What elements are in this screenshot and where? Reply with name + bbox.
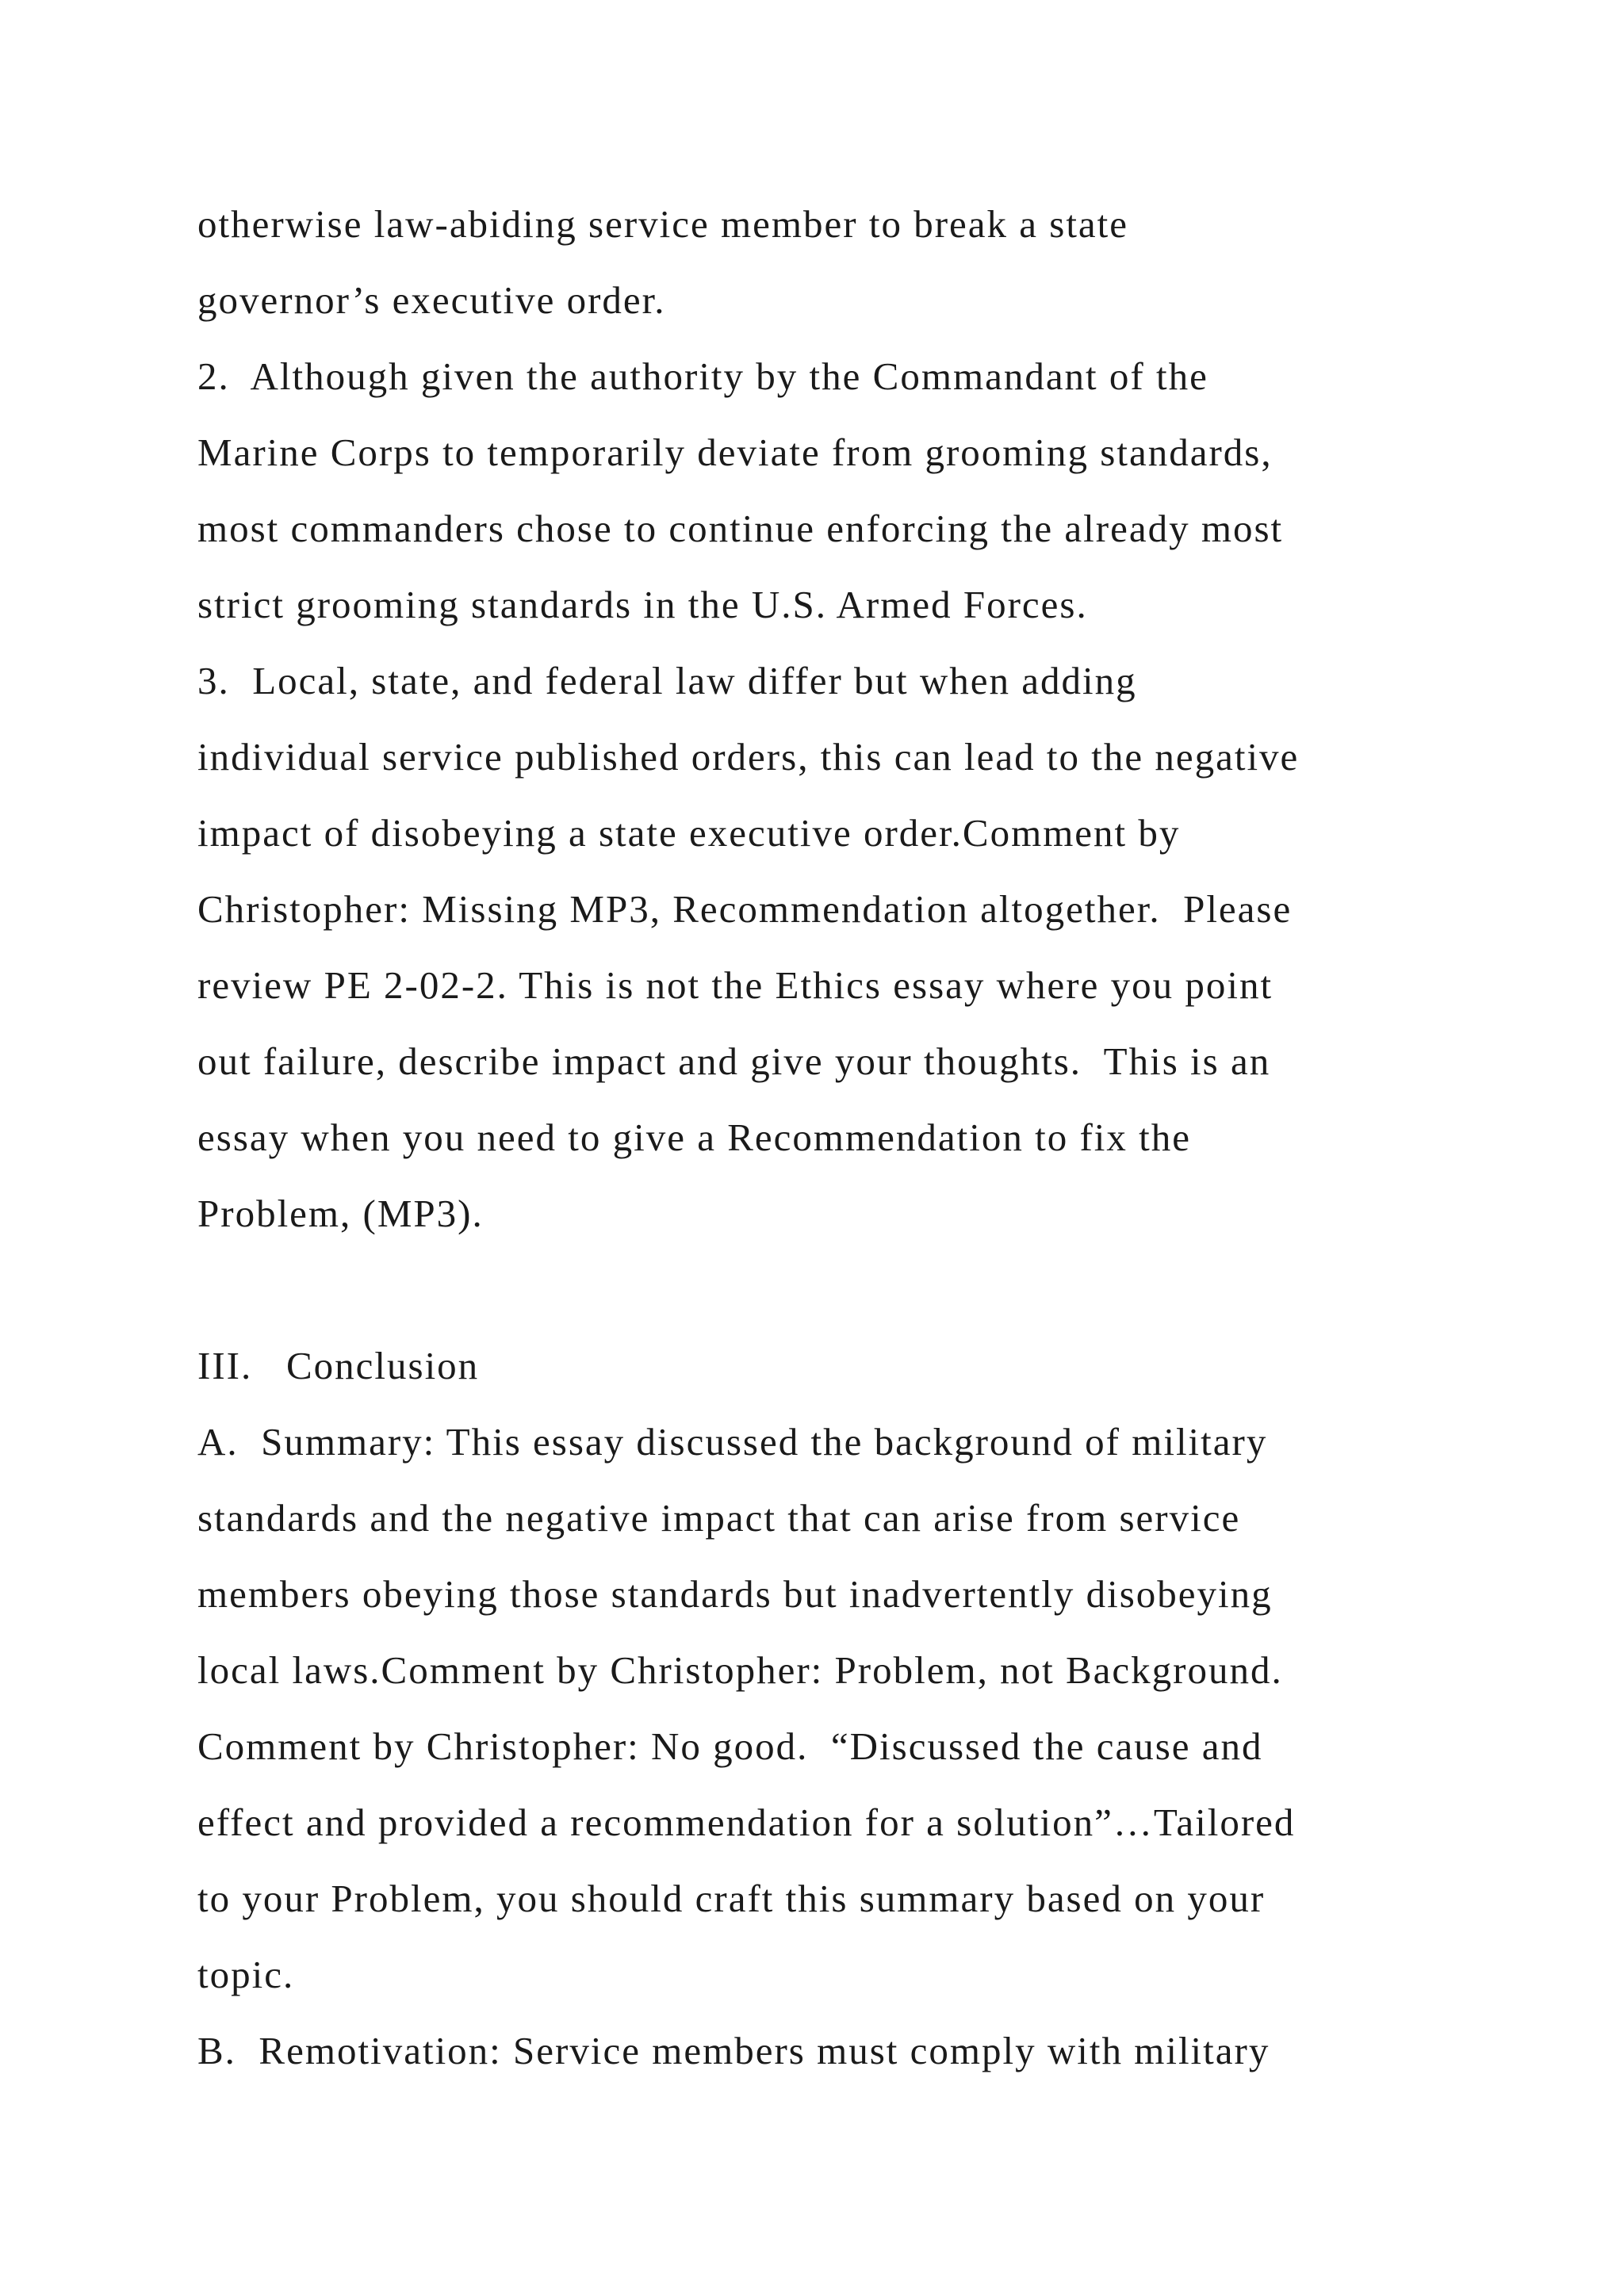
text-line: members obeying those standards but inadvertently disobeying (197, 1572, 1273, 1616)
text-line: A. Summary: This essay discussed the background of military (197, 1420, 1268, 1464)
text-line: 2. Although given the authority by the Commandant of the (197, 354, 1208, 398)
section-heading: III. Conclusion (197, 1344, 480, 1387)
text-line: individual service published orders, this can lead to the negative (197, 735, 1300, 779)
text-line: essay when you need to give a Recommendation to fix the (197, 1115, 1192, 1159)
text-line: review PE 2-02-2. This is not the Ethics essay where you point (197, 963, 1274, 1007)
document-body (197, 186, 1530, 2089)
text-line: standards and the negative impact that can arise from service (197, 1496, 1241, 1540)
text-line: Problem, (MP3). (197, 1192, 484, 1235)
text-line: 3. Local, state, and federal law differ but when adding (197, 659, 1137, 702)
text-line: otherwise law-abiding service member to break a state (197, 202, 1129, 246)
text-line: governor’s executive order. (197, 278, 666, 322)
text-line: to your Problem, you should craft this summary based on your (197, 1877, 1266, 1920)
text-line: B. Remotivation: Service members must comply with military (197, 2029, 1270, 2072)
text-line: impact of disobeying a state executive order.Comment by (197, 811, 1181, 855)
text-line: effect and provided a recommendation for a solution”…Tailored (197, 1800, 1296, 1844)
text-line: out failure, describe impact and give your thoughts. This is an (197, 1039, 1271, 1083)
text-line: most commanders chose to continue enforcing the already most (197, 507, 1284, 550)
text-line: local laws.Comment by Christopher: Problem, not Background. (197, 1648, 1283, 1692)
blank-line (197, 1252, 1530, 1328)
text-line: topic. (197, 1953, 295, 1996)
text-line: Christopher: Missing MP3, Recommendation altogether. Please (197, 887, 1293, 931)
text-line: Comment by Christopher: No good. “Discussed the cause and (197, 1724, 1263, 1768)
text-line: strict grooming standards in the U.S. Armed Forces. (197, 583, 1088, 626)
text-line: Marine Corps to temporarily deviate from grooming standards, (197, 430, 1273, 474)
